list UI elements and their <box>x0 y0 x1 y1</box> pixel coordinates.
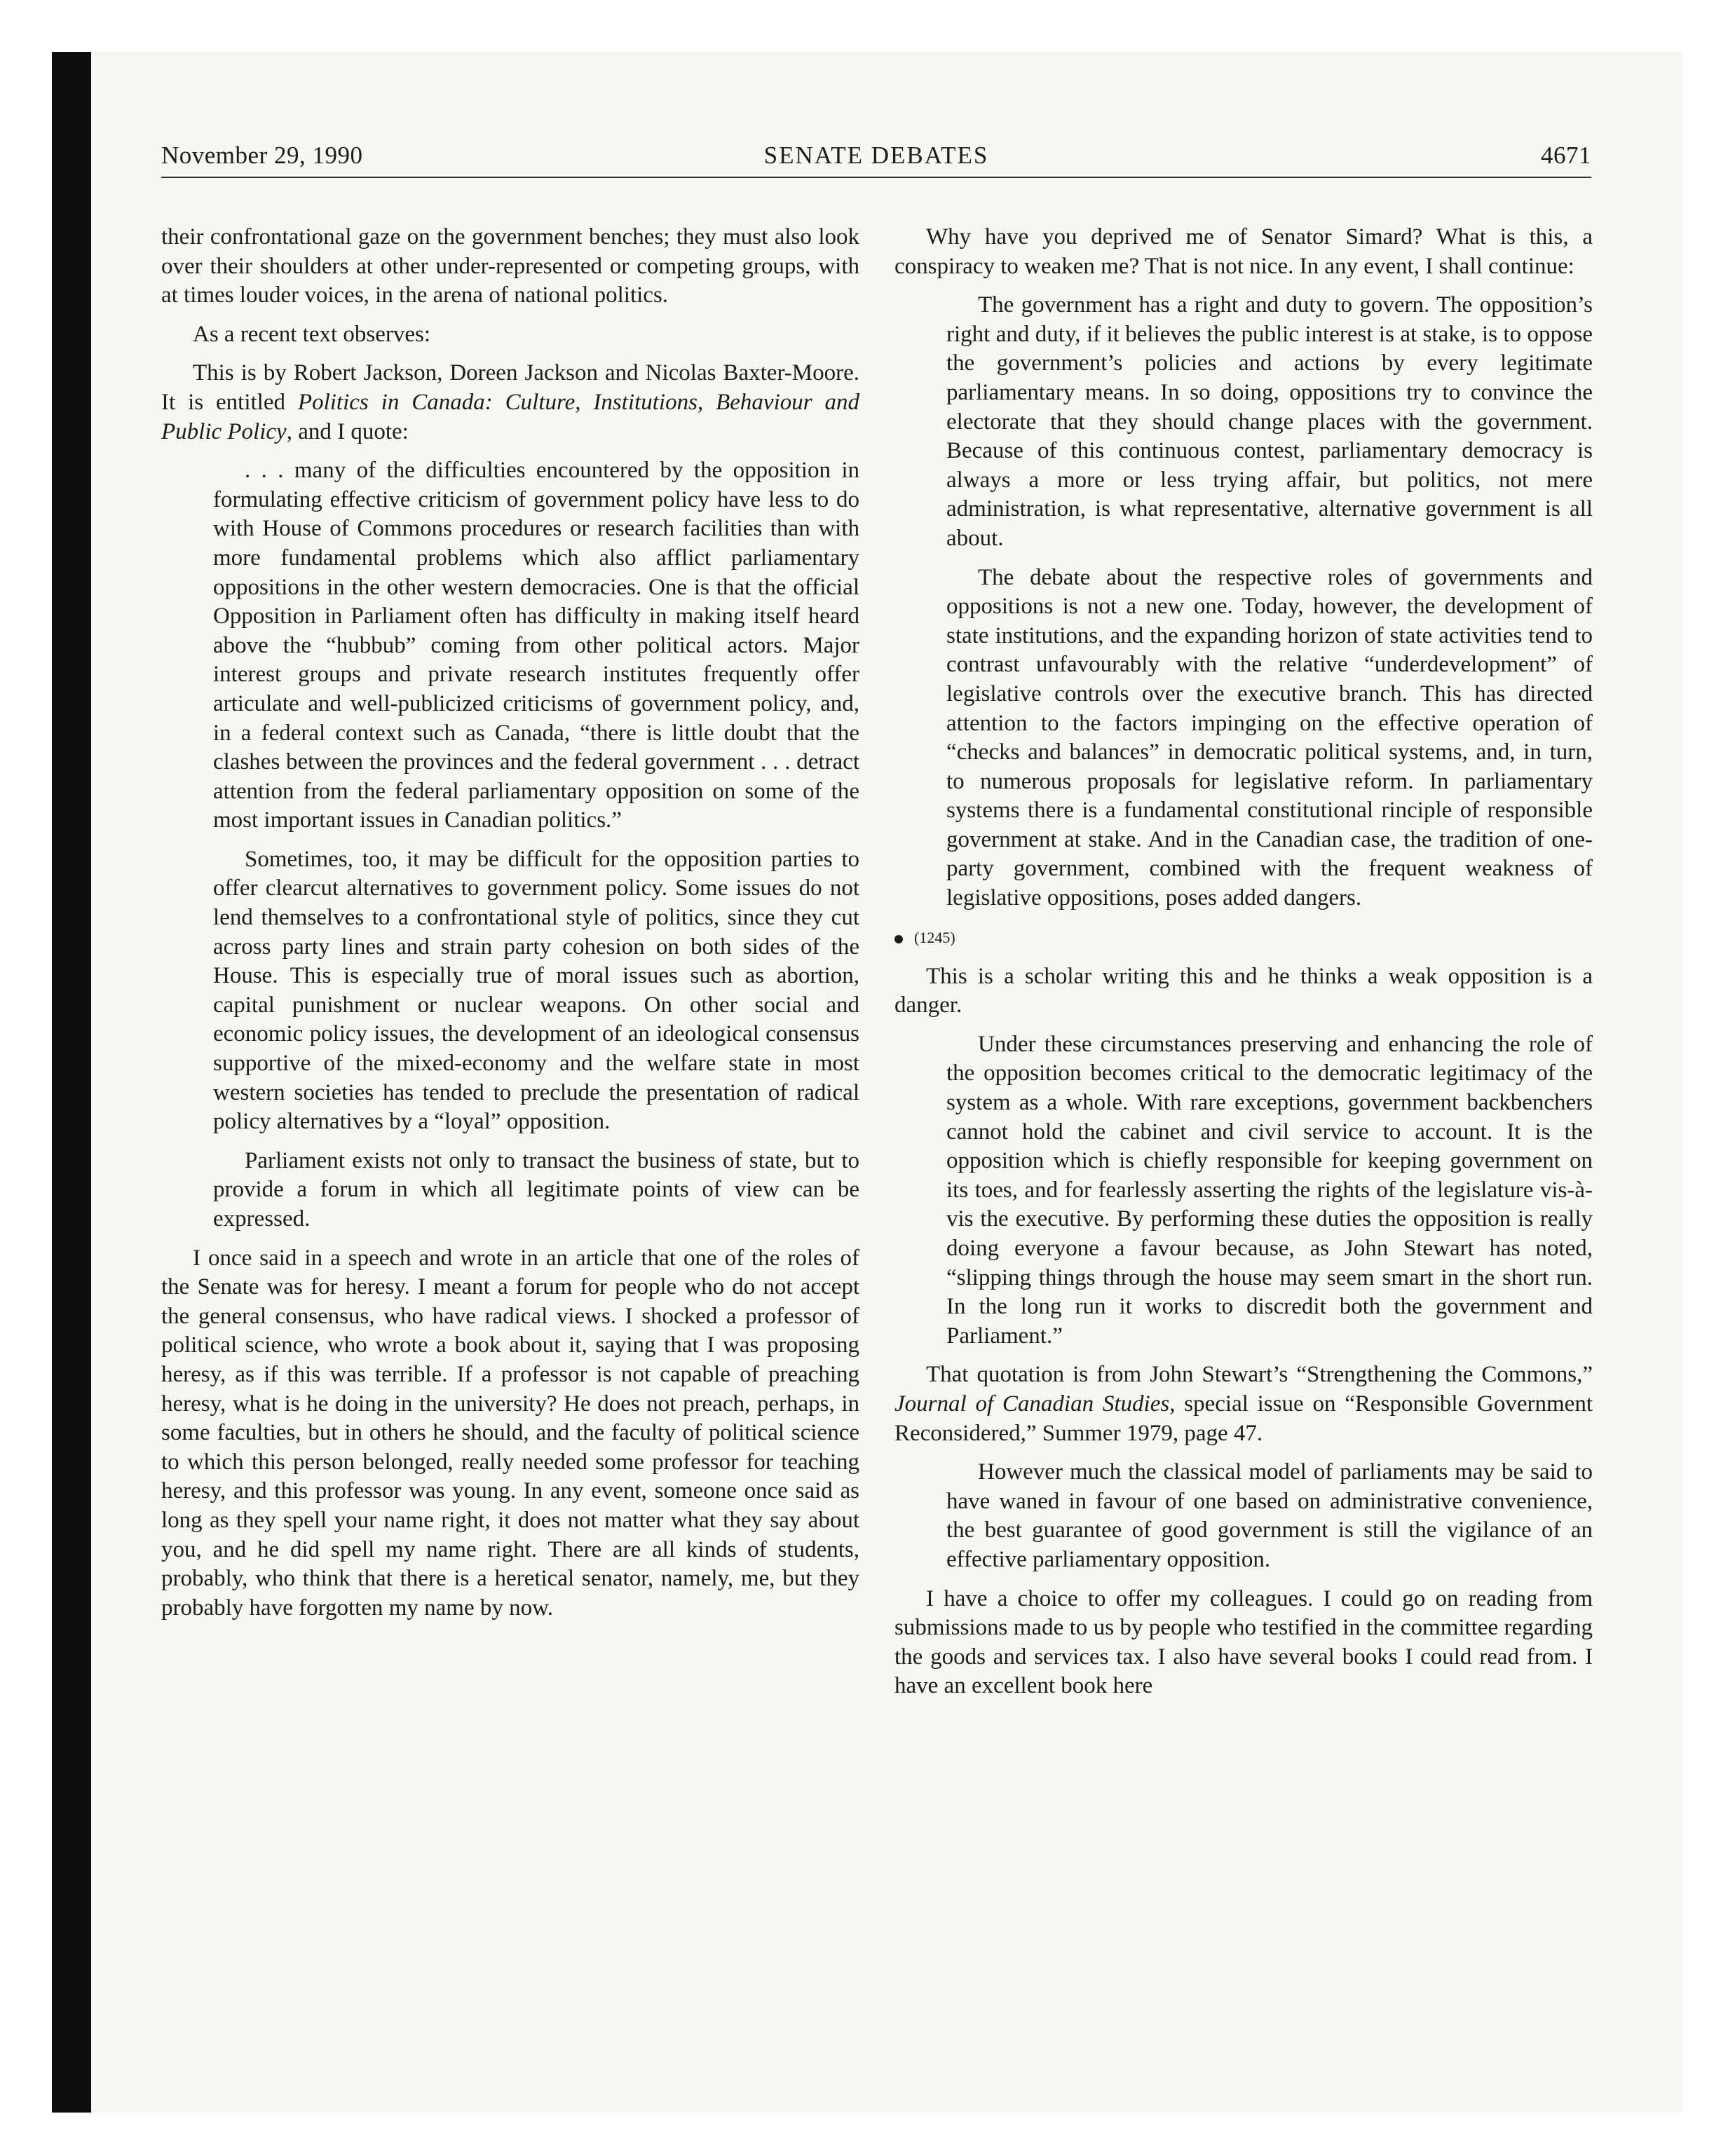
paragraph: This is a scholar writing this and he thinks a weak opposition is a danger. <box>894 963 1593 1018</box>
block-quote: The debate about the respective roles of governments and oppositions is not a new one. Today, however, the development of state institutions, and the expanding horizon of state activities tend to contrast unfavourably with the relative “underdevelopment” of legislative controls over the executive branch. This has directed attention to the factors impinging on the effective operation of “checks and balances” in democratic political systems, and, in turn, to numerous proposals for legislative reform. In parliamentary systems there is a fundamental constitutional rinciple of responsible government at stake. And in the Canadian case, the tradition of one-party government, combined with the frequent weakness of legislative oppositions, poses added dangers. <box>946 564 1593 911</box>
block-quote: Sometimes, too, it may be difficult for the opposition parties to offer clearcut alternatives to government policy. Some issues do not lend themselves to a confrontational style of politics, since they cut across party lines and strain party cohesion on both sides of the House. This is especially true of moral issues such as abortion, capital punishment or nuclear weapons. On other social and economic policy issues, the development of an ideological consensus supportive of the mixed-economy and the welfare state in most western societies has tended to preclude the presentation of radical policy alternatives by a “loyal” opposition. <box>213 846 859 1135</box>
page-header <box>161 140 1591 178</box>
block-quote: . . . many of the difficulties encountered by the opposition in formulating effective criticism of government policy have less to do with House of Commons procedures or research facilities than with more fundamental problems which also afflict parliamentary oppositions in the other western democracies. One is that the official Opposition in Parliament often has difficulty in making itself heard above the “hubbub” coming from other political actors. Major interest groups and private research institutes frequently offer articulate and well-publicized criticisms of government policy, and, in a federal context such as Canada, “there is little doubt that the clashes between the provinces and the federal government . . . detract attention from the federal parliamentary opposition on some of the most important issues in Canadian politics.” <box>213 458 859 833</box>
paragraph: As a recent text observes: <box>193 321 431 347</box>
paragraph: I once said in a speech and wrote in an article that one of the roles of the Senate was for heresy. I meant a forum for people who do not accept the general consensus, who have radical views. I shocked a professor of political science, who wrote a book about it, saying that I was proposing heresy, as if this was terrible. If a professor is not capable of preaching heresy, what is he doing in the university? He does not preach, perhaps, in some faculties, but in others he should, and the faculty of political science to which this person belonged, really needed some professor for teaching heresy, and this professor was young. In any event, someone once said as long as they spell your name right, it does not matter what they say about you, and he did spell my name right. There are all kinds of students, probably, who think that there is a heretical senator, namely, me, but they probably have forgotten my name by now. <box>161 1245 859 1621</box>
header-date: November 29, 1990 <box>161 142 363 169</box>
paragraph: their confrontational gaze on the government benches; they must also look over their shoulders at other under-represented or competing groups, with at times louder voices, in the arena of national politics. <box>161 224 859 308</box>
bullet-icon <box>894 935 903 943</box>
right-column <box>894 223 1593 1711</box>
time-marker <box>894 927 1593 948</box>
block-quote: However much the classical model of parliaments may be said to have waned in favour of one based on administrative convenience, the best guarantee of good government is still the vigilance of an effective parliamentary opposition. <box>946 1459 1593 1572</box>
citation-text: , and I quote: <box>286 418 409 444</box>
book-title: Politics in Canada: Culture, Institutions, Behaviour and Public Policy <box>161 389 859 444</box>
paragraph: Why have you deprived me of Senator Simard? What is this, a conspiracy to weaken me? That is not nice. In any event, I shall continue: <box>894 224 1593 279</box>
scan-border <box>52 52 91 2113</box>
block-quote: Parliament exists not only to transact the business of state, but to provide a forum in which all legitimate points of view can be expressed. <box>213 1147 859 1231</box>
block-quote: The government has a right and duty to govern. The opposition’s right and duty, if it believes the public interest is at stake, is to oppose the government’s policies and actions by every legitimate parliamentary means. In so doing, oppositions try to convince the electorate that they should change places with the government. Because of this continuous contest, parliamentary democracy is always a more or less trying affair, but politics, not mere administration, is what representative, alternative government is all about. <box>946 292 1593 551</box>
citation-text: , special issue on “Responsible Government Reconsidered,” Summer 1979, page 47. <box>894 1391 1593 1446</box>
time-marker-text: (1245) <box>914 928 955 946</box>
header-title: SENATE DEBATES <box>763 142 989 169</box>
paragraph-citation <box>894 1360 1593 1448</box>
left-column <box>161 223 859 1632</box>
paragraph-citation <box>161 359 859 446</box>
citation-text: That quotation is from John Stewart’s “Strengthening the Commons,” <box>926 1362 1593 1388</box>
paragraph: I have a choice to offer my colleagues. I could go on reading from submissions made to us by people who testified in the committee regarding the goods and services tax. I also have several books I could read from. I have an excellent book here <box>894 1585 1593 1699</box>
citation-text: This is by Robert Jackson, Doreen Jackson and Nicolas Baxter-Moore. It is entitled <box>161 360 859 415</box>
journal-title: Journal of Canadian Studies <box>894 1391 1170 1417</box>
header-page-number: 4671 <box>1541 142 1591 169</box>
block-quote: Under these circumstances preserving and enhancing the role of the opposition becomes critical to the democratic legitimacy of the system as a whole. With rare exceptions, government backbenchers cannot hold the cabinet and civil service to account. It is the opposition which is chiefly responsible for keeping government on its toes, and for fearlessly asserting the rights of the legislature vis-à-vis the executive. By performing these duties the opposition is really doing everyone a favour because, as John Stewart has noted, “slipping things through the house may seem smart in the short run. In the long run it works to discredit both the government and Parliament.” <box>946 1031 1593 1349</box>
